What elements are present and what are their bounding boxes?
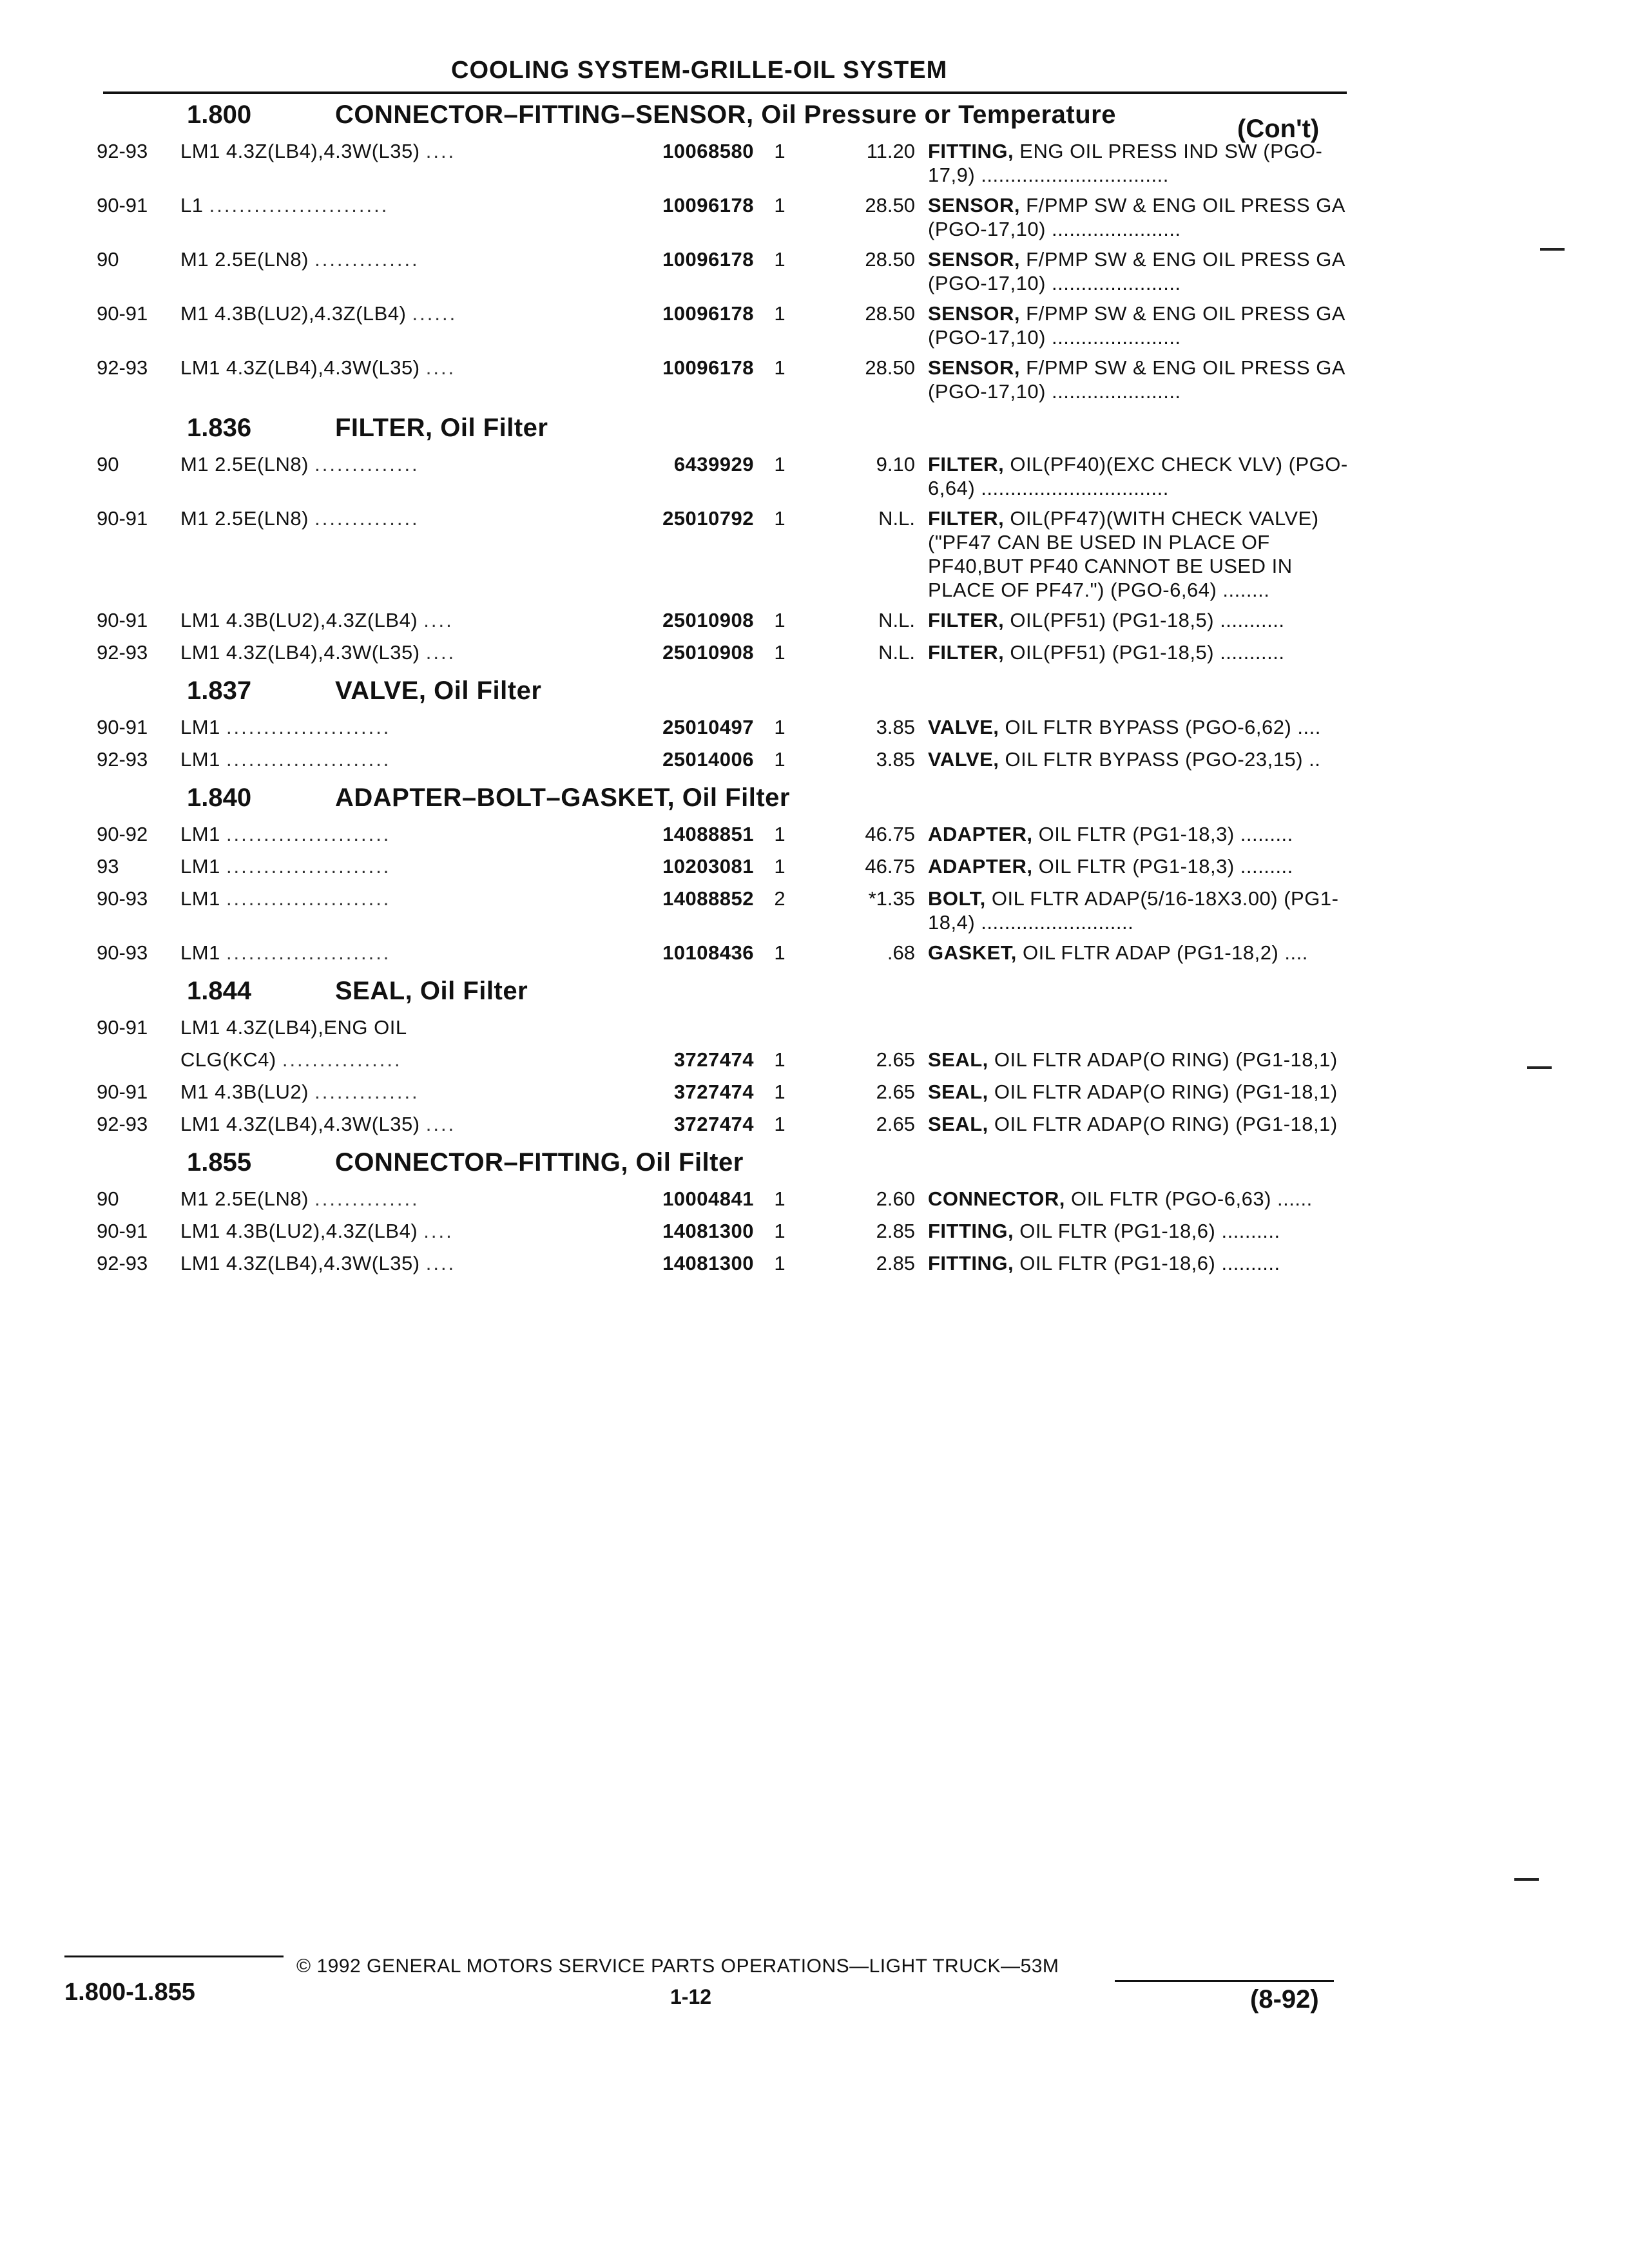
section-number: 1.840 (187, 783, 252, 812)
part-number: 25014006 (662, 748, 754, 771)
part-row (90, 1187, 1353, 1213)
quantity: 1 (774, 1187, 786, 1210)
description-name: ADAPTER, (928, 855, 1033, 878)
part-description (928, 1187, 1353, 1211)
leader-dots: .............. (314, 1187, 419, 1210)
parts-catalog-content (90, 97, 1353, 1283)
part-description (928, 356, 1353, 403)
part-number: 14088852 (662, 887, 754, 910)
part-row (90, 356, 1353, 403)
part-number: 10108436 (662, 941, 754, 964)
quantity: 1 (774, 1048, 786, 1071)
catalog-section (90, 673, 1353, 780)
part-number: 10004841 (662, 1187, 754, 1210)
part-number: 6439929 (673, 453, 754, 476)
part-number: 3727474 (673, 1081, 754, 1103)
row-spacer (90, 634, 1353, 640)
description-text: OIL FLTR ADAP(O RING) (PG1-18,1) (994, 1113, 1338, 1135)
leader-dots: .............. (314, 248, 419, 271)
price: 2.60 (876, 1187, 915, 1210)
description-name: BOLT, (928, 887, 986, 910)
row-spacer (90, 666, 1353, 673)
price: 46.75 (865, 855, 915, 878)
model-years: 92-93 (97, 748, 148, 771)
part-number: 25010497 (662, 716, 754, 738)
model-years: 90-93 (97, 887, 148, 910)
part-number: 10096178 (662, 248, 754, 271)
part-number: 10096178 (662, 194, 754, 216)
row-spacer (90, 602, 1353, 608)
leader-dots: ...................... (226, 823, 391, 845)
page-header (103, 53, 1347, 94)
leader-dots: ........................ (209, 194, 389, 216)
application (180, 822, 619, 846)
row-spacer (90, 1106, 1353, 1112)
section-continued-label: (Con't) (1237, 115, 1320, 143)
model-years: 93 (97, 855, 119, 878)
section-title: SEAL, Oil Filter (335, 977, 528, 1005)
application-text: M1 2.5E(LN8) (180, 453, 309, 476)
section-number: 1.855 (187, 1148, 252, 1177)
section-number: 1.800 (187, 101, 252, 129)
part-description (928, 247, 1353, 295)
description-text: OIL FLTR ADAP(O RING) (PG1-18,1) (994, 1081, 1338, 1103)
footer-page-number: 1-12 (670, 1985, 712, 2008)
model-years: 90-91 (97, 1081, 148, 1103)
description-name: FITTING, (928, 1220, 1014, 1242)
part-description (928, 139, 1353, 187)
row-spacer (90, 934, 1353, 941)
leader-dots: .... (423, 609, 454, 631)
description-text: OIL FLTR ADAP (PG1-18,2) .... (1022, 941, 1308, 964)
leader-dots: .............. (314, 507, 419, 530)
model-years: 92-93 (97, 641, 148, 664)
price: 11.20 (866, 140, 915, 162)
part-description (928, 854, 1353, 878)
row-spacer (90, 773, 1353, 780)
price: 28.50 (865, 302, 915, 325)
part-row (90, 854, 1353, 880)
row-spacer (90, 1138, 1353, 1144)
application-text: M1 2.5E(LN8) (180, 248, 309, 271)
description-name: SEAL, (928, 1081, 988, 1103)
model-years: 90-91 (97, 507, 148, 530)
quantity: 1 (774, 748, 786, 771)
catalog-section (90, 973, 1353, 1144)
part-row (90, 1015, 1353, 1041)
row-spacer (90, 880, 1353, 887)
row-spacer (90, 1041, 1353, 1048)
leader-dots: .............. (314, 1081, 419, 1103)
part-row (90, 302, 1353, 349)
part-row (90, 506, 1353, 602)
description-name: SENSOR, (928, 194, 1021, 216)
application (180, 1080, 619, 1104)
price: N.L. (878, 507, 915, 530)
description-text: OIL(PF47)(WITH CHECK VALVE) ("PF47 CAN BE USED IN PLACE OF PF40,BUT PF40 CANNOT BE USED IN PLACE OF PF47.") (PGO-6,64) ........ (928, 507, 1319, 601)
description-text: F/PMP SW & ENG OIL PRESS GA (PGO-17,10) ...................... (928, 248, 1345, 294)
part-row (90, 941, 1353, 966)
leader-dots: ...................... (226, 748, 391, 771)
application (180, 506, 619, 530)
application-text: LM1 (180, 823, 220, 845)
price: 2.65 (876, 1113, 915, 1135)
part-row (90, 1048, 1353, 1073)
section-number: 1.836 (187, 414, 252, 442)
row-spacer (90, 741, 1353, 747)
application-text: LM1 4.3Z(LB4),ENG OIL (180, 1016, 407, 1039)
description-name: FILTER, (928, 609, 1005, 631)
part-number: 10096178 (662, 302, 754, 325)
price: 2.65 (876, 1048, 915, 1071)
price: 3.85 (876, 716, 915, 738)
row-spacer (90, 187, 1353, 193)
price: 2.85 (876, 1220, 915, 1242)
row-spacer (90, 966, 1353, 973)
application-text: M1 4.3B(LU2) (180, 1081, 309, 1103)
application-text: L1 (180, 194, 204, 216)
footer-rule-left (64, 1956, 284, 1957)
part-number: 10096178 (662, 356, 754, 379)
description-text: F/PMP SW & ENG OIL PRESS GA (PGO-17,10) ...................... (928, 194, 1345, 240)
leader-dots: ...................... (226, 716, 391, 738)
part-row (90, 247, 1353, 295)
part-description (928, 747, 1353, 771)
application-text: LM1 (180, 887, 220, 910)
application (180, 1251, 619, 1275)
leader-dots: .... (425, 1113, 456, 1135)
part-row (90, 452, 1353, 500)
margin-mark (1527, 1066, 1552, 1069)
price: *1.35 (868, 887, 915, 910)
description-text: OIL FLTR (PG1-18,6) .......... (1019, 1220, 1280, 1242)
leader-dots: .............. (314, 453, 419, 476)
price: 2.85 (876, 1252, 915, 1274)
quantity: 1 (774, 855, 786, 878)
application-text: LM1 (180, 748, 220, 771)
quantity: 1 (774, 1113, 786, 1135)
section-number: 1.837 (187, 677, 252, 705)
model-years: 90-91 (97, 194, 148, 216)
application (180, 1187, 619, 1211)
part-description (928, 608, 1353, 632)
model-years: 90-93 (97, 941, 148, 964)
application (180, 356, 619, 380)
price: .68 (887, 941, 915, 964)
description-name: VALVE, (928, 716, 999, 738)
application-text: M1 4.3B(LU2),4.3Z(LB4) (180, 302, 407, 325)
part-row (90, 608, 1353, 634)
part-number: 14081300 (662, 1220, 754, 1242)
part-number: 3727474 (673, 1048, 754, 1071)
part-row (90, 1080, 1353, 1106)
application-text: LM1 (180, 716, 220, 738)
model-years: 92-93 (97, 1113, 148, 1135)
leader-dots: ...................... (226, 855, 391, 878)
quantity: 1 (774, 302, 786, 325)
leader-dots: ...................... (226, 941, 391, 964)
margin-mark (1514, 1878, 1539, 1881)
row-spacer (90, 500, 1353, 506)
price: 28.50 (865, 248, 915, 271)
quantity: 1 (774, 641, 786, 664)
application-text: LM1 (180, 855, 220, 878)
section-heading (90, 780, 1353, 822)
application-text: LM1 (180, 941, 220, 964)
quantity: 1 (774, 1081, 786, 1103)
application (180, 139, 619, 163)
section-heading (90, 410, 1353, 452)
part-description (928, 941, 1353, 965)
section-title: CONNECTOR–FITTING–SENSOR, Oil Pressure or Temperature (335, 101, 1116, 129)
description-name: SENSOR, (928, 356, 1021, 379)
model-years: 90-91 (97, 302, 148, 325)
leader-dots: .... (423, 1220, 454, 1242)
row-spacer (90, 1073, 1353, 1080)
quantity: 1 (774, 453, 786, 476)
part-description (928, 1048, 1353, 1072)
quantity: 1 (774, 356, 786, 379)
quantity: 1 (774, 716, 786, 738)
page-footer (0, 1956, 1629, 2052)
leader-dots: .... (425, 356, 456, 379)
section-heading (90, 973, 1353, 1015)
application (180, 247, 619, 271)
model-years: 90-91 (97, 716, 148, 738)
part-description (928, 640, 1353, 664)
leader-dots: .... (425, 1252, 456, 1274)
application (180, 302, 619, 325)
leader-dots: .... (425, 641, 456, 664)
leader-dots: ...... (412, 302, 458, 325)
footer-date: (8-92) (1250, 1985, 1319, 2013)
description-name: SENSOR, (928, 302, 1021, 325)
price: 3.85 (876, 748, 915, 771)
application (180, 193, 619, 217)
application-text: LM1 4.3Z(LB4),4.3W(L35) (180, 641, 420, 664)
model-years: 90-91 (97, 1016, 148, 1039)
quantity: 2 (774, 887, 786, 910)
part-row (90, 193, 1353, 241)
description-text: OIL FLTR BYPASS (PGO-23,15) .. (1005, 748, 1321, 771)
description-text: F/PMP SW & ENG OIL PRESS GA (PGO-17,10) ...................... (928, 356, 1345, 403)
description-name: FILTER, (928, 453, 1005, 476)
quantity: 1 (774, 609, 786, 631)
catalog-section (90, 410, 1353, 673)
description-name: SEAL, (928, 1048, 988, 1071)
part-number: 10068580 (662, 140, 754, 162)
price: 28.50 (865, 194, 915, 216)
price: 46.75 (865, 823, 915, 845)
quantity: 1 (774, 194, 786, 216)
row-spacer (90, 1213, 1353, 1219)
description-name: SENSOR, (928, 248, 1021, 271)
description-text: F/PMP SW & ENG OIL PRESS GA (PGO-17,10) ...................... (928, 302, 1345, 349)
price: N.L. (878, 609, 915, 631)
part-description (928, 1112, 1353, 1136)
part-row (90, 640, 1353, 666)
description-text: OIL FLTR (PG1-18,3) ......... (1038, 823, 1293, 845)
part-description (928, 193, 1353, 241)
application-text: LM1 4.3Z(LB4),4.3W(L35) (180, 1113, 420, 1135)
row-spacer (90, 241, 1353, 247)
part-number: 14081300 (662, 1252, 754, 1274)
part-description (928, 1251, 1353, 1275)
part-number: 25010908 (662, 609, 754, 631)
application (180, 1112, 619, 1136)
description-text: OIL FLTR (PG1-18,6) .......... (1019, 1252, 1280, 1274)
model-years: 92-93 (97, 1252, 148, 1274)
quantity: 1 (774, 941, 786, 964)
description-text: OIL FLTR ADAP(O RING) (PG1-18,1) (994, 1048, 1338, 1071)
description-name: FITTING, (928, 140, 1014, 162)
quantity: 1 (774, 823, 786, 845)
description-text: OIL(PF51) (PG1-18,5) ........... (1010, 641, 1285, 664)
section-heading (90, 97, 1353, 143)
section-number: 1.844 (187, 977, 252, 1005)
application (180, 1015, 619, 1039)
description-name: GASKET, (928, 941, 1017, 964)
footer-section-range: 1.800-1.855 (64, 1979, 195, 2006)
model-years: 92-93 (97, 140, 148, 162)
description-name: FILTER, (928, 641, 1005, 664)
application-text: LM1 4.3Z(LB4),4.3W(L35) (180, 356, 420, 379)
catalog-section (90, 780, 1353, 973)
part-row (90, 139, 1353, 187)
application-text: M1 2.5E(LN8) (180, 507, 309, 530)
part-number: 25010792 (662, 507, 754, 530)
model-years: 90-92 (97, 823, 148, 845)
part-description (928, 452, 1353, 500)
part-row (90, 1251, 1353, 1277)
catalog-section (90, 97, 1353, 410)
part-description (928, 302, 1353, 349)
margin-mark (1540, 248, 1565, 251)
application (180, 452, 619, 476)
part-description (928, 1219, 1353, 1243)
footer-rule-right (1115, 1980, 1334, 1982)
description-name: SEAL, (928, 1113, 988, 1135)
part-number: 14088851 (662, 823, 754, 845)
description-text: OIL FLTR ADAP(5/16-18X3.00) (PG1-18,4) .......................... (928, 887, 1339, 934)
part-description (928, 506, 1353, 602)
part-row (90, 822, 1353, 848)
model-years: 92-93 (97, 356, 148, 379)
description-text: ENG OIL PRESS IND SW (PGO-17,9) ................................ (928, 140, 1323, 186)
description-text: OIL FLTR (PG1-18,3) ......... (1038, 855, 1293, 878)
section-title: FILTER, Oil Filter (335, 414, 548, 442)
application (180, 1219, 619, 1243)
row-spacer (90, 848, 1353, 854)
page-title: COOLING SYSTEM-GRILLE-OIL SYSTEM (451, 57, 948, 84)
application-text: LM1 4.3Z(LB4),4.3W(L35) (180, 140, 420, 162)
row-spacer (90, 349, 1353, 356)
part-row (90, 747, 1353, 773)
quantity: 1 (774, 507, 786, 530)
application (180, 1048, 619, 1072)
part-row (90, 1112, 1353, 1138)
leader-dots: ................ (282, 1048, 402, 1071)
application-text: LM1 4.3B(LU2),4.3Z(LB4) (180, 609, 418, 631)
section-heading (90, 673, 1353, 715)
description-text: OIL(PF51) (PG1-18,5) ........... (1010, 609, 1285, 631)
description-name: FILTER, (928, 507, 1005, 530)
application (180, 640, 619, 664)
price: 2.65 (876, 1081, 915, 1103)
section-title: ADAPTER–BOLT–GASKET, Oil Filter (335, 783, 790, 812)
description-text: OIL(PF40)(EXC CHECK VLV) (PGO-6,64) ................................ (928, 453, 1348, 499)
model-years: 90 (97, 453, 119, 476)
price: N.L. (878, 641, 915, 664)
part-description (928, 1080, 1353, 1104)
part-number: 10203081 (662, 855, 754, 878)
leader-dots: ...................... (226, 887, 391, 910)
application (180, 608, 619, 632)
quantity: 1 (774, 1252, 786, 1274)
quantity: 1 (774, 140, 786, 162)
application (180, 887, 619, 910)
row-spacer (90, 1277, 1353, 1283)
part-row (90, 1219, 1353, 1245)
application (180, 854, 619, 878)
footer-copyright: © 1992 GENERAL MOTORS SERVICE PARTS OPERATIONS—LIGHT TRUCK—53M (296, 1956, 1059, 1977)
part-row (90, 715, 1353, 741)
part-description (928, 715, 1353, 739)
row-spacer (90, 403, 1353, 410)
row-spacer (90, 295, 1353, 302)
leader-dots: .... (425, 140, 456, 162)
part-description (928, 887, 1353, 934)
application-text: LM1 4.3B(LU2),4.3Z(LB4) (180, 1220, 418, 1242)
application-text: LM1 4.3Z(LB4),4.3W(L35) (180, 1252, 420, 1274)
application (180, 747, 619, 771)
section-heading (90, 1144, 1353, 1187)
quantity: 1 (774, 248, 786, 271)
catalog-section (90, 1144, 1353, 1283)
application-text: M1 2.5E(LN8) (180, 1187, 309, 1210)
model-years: 90-91 (97, 1220, 148, 1242)
application-text: CLG(KC4) (180, 1048, 276, 1071)
description-text: OIL FLTR BYPASS (PGO-6,62) .... (1005, 716, 1321, 738)
row-spacer (90, 1245, 1353, 1251)
application (180, 715, 619, 739)
quantity: 1 (774, 1220, 786, 1242)
part-description (928, 822, 1353, 846)
model-years: 90-91 (97, 609, 148, 631)
section-title: CONNECTOR–FITTING, Oil Filter (335, 1148, 744, 1177)
section-title: VALVE, Oil Filter (335, 677, 542, 705)
model-years: 90 (97, 248, 119, 271)
part-number: 25010908 (662, 641, 754, 664)
description-name: CONNECTOR, (928, 1187, 1065, 1210)
price: 9.10 (876, 453, 915, 476)
description-name: FITTING, (928, 1252, 1014, 1274)
description-name: ADAPTER, (928, 823, 1033, 845)
application (180, 941, 619, 965)
description-text: OIL FLTR (PGO-6,63) ...... (1070, 1187, 1313, 1210)
part-number: 3727474 (673, 1113, 754, 1135)
model-years: 90 (97, 1187, 119, 1210)
part-row (90, 887, 1353, 934)
description-name: VALVE, (928, 748, 999, 771)
price: 28.50 (865, 356, 915, 379)
